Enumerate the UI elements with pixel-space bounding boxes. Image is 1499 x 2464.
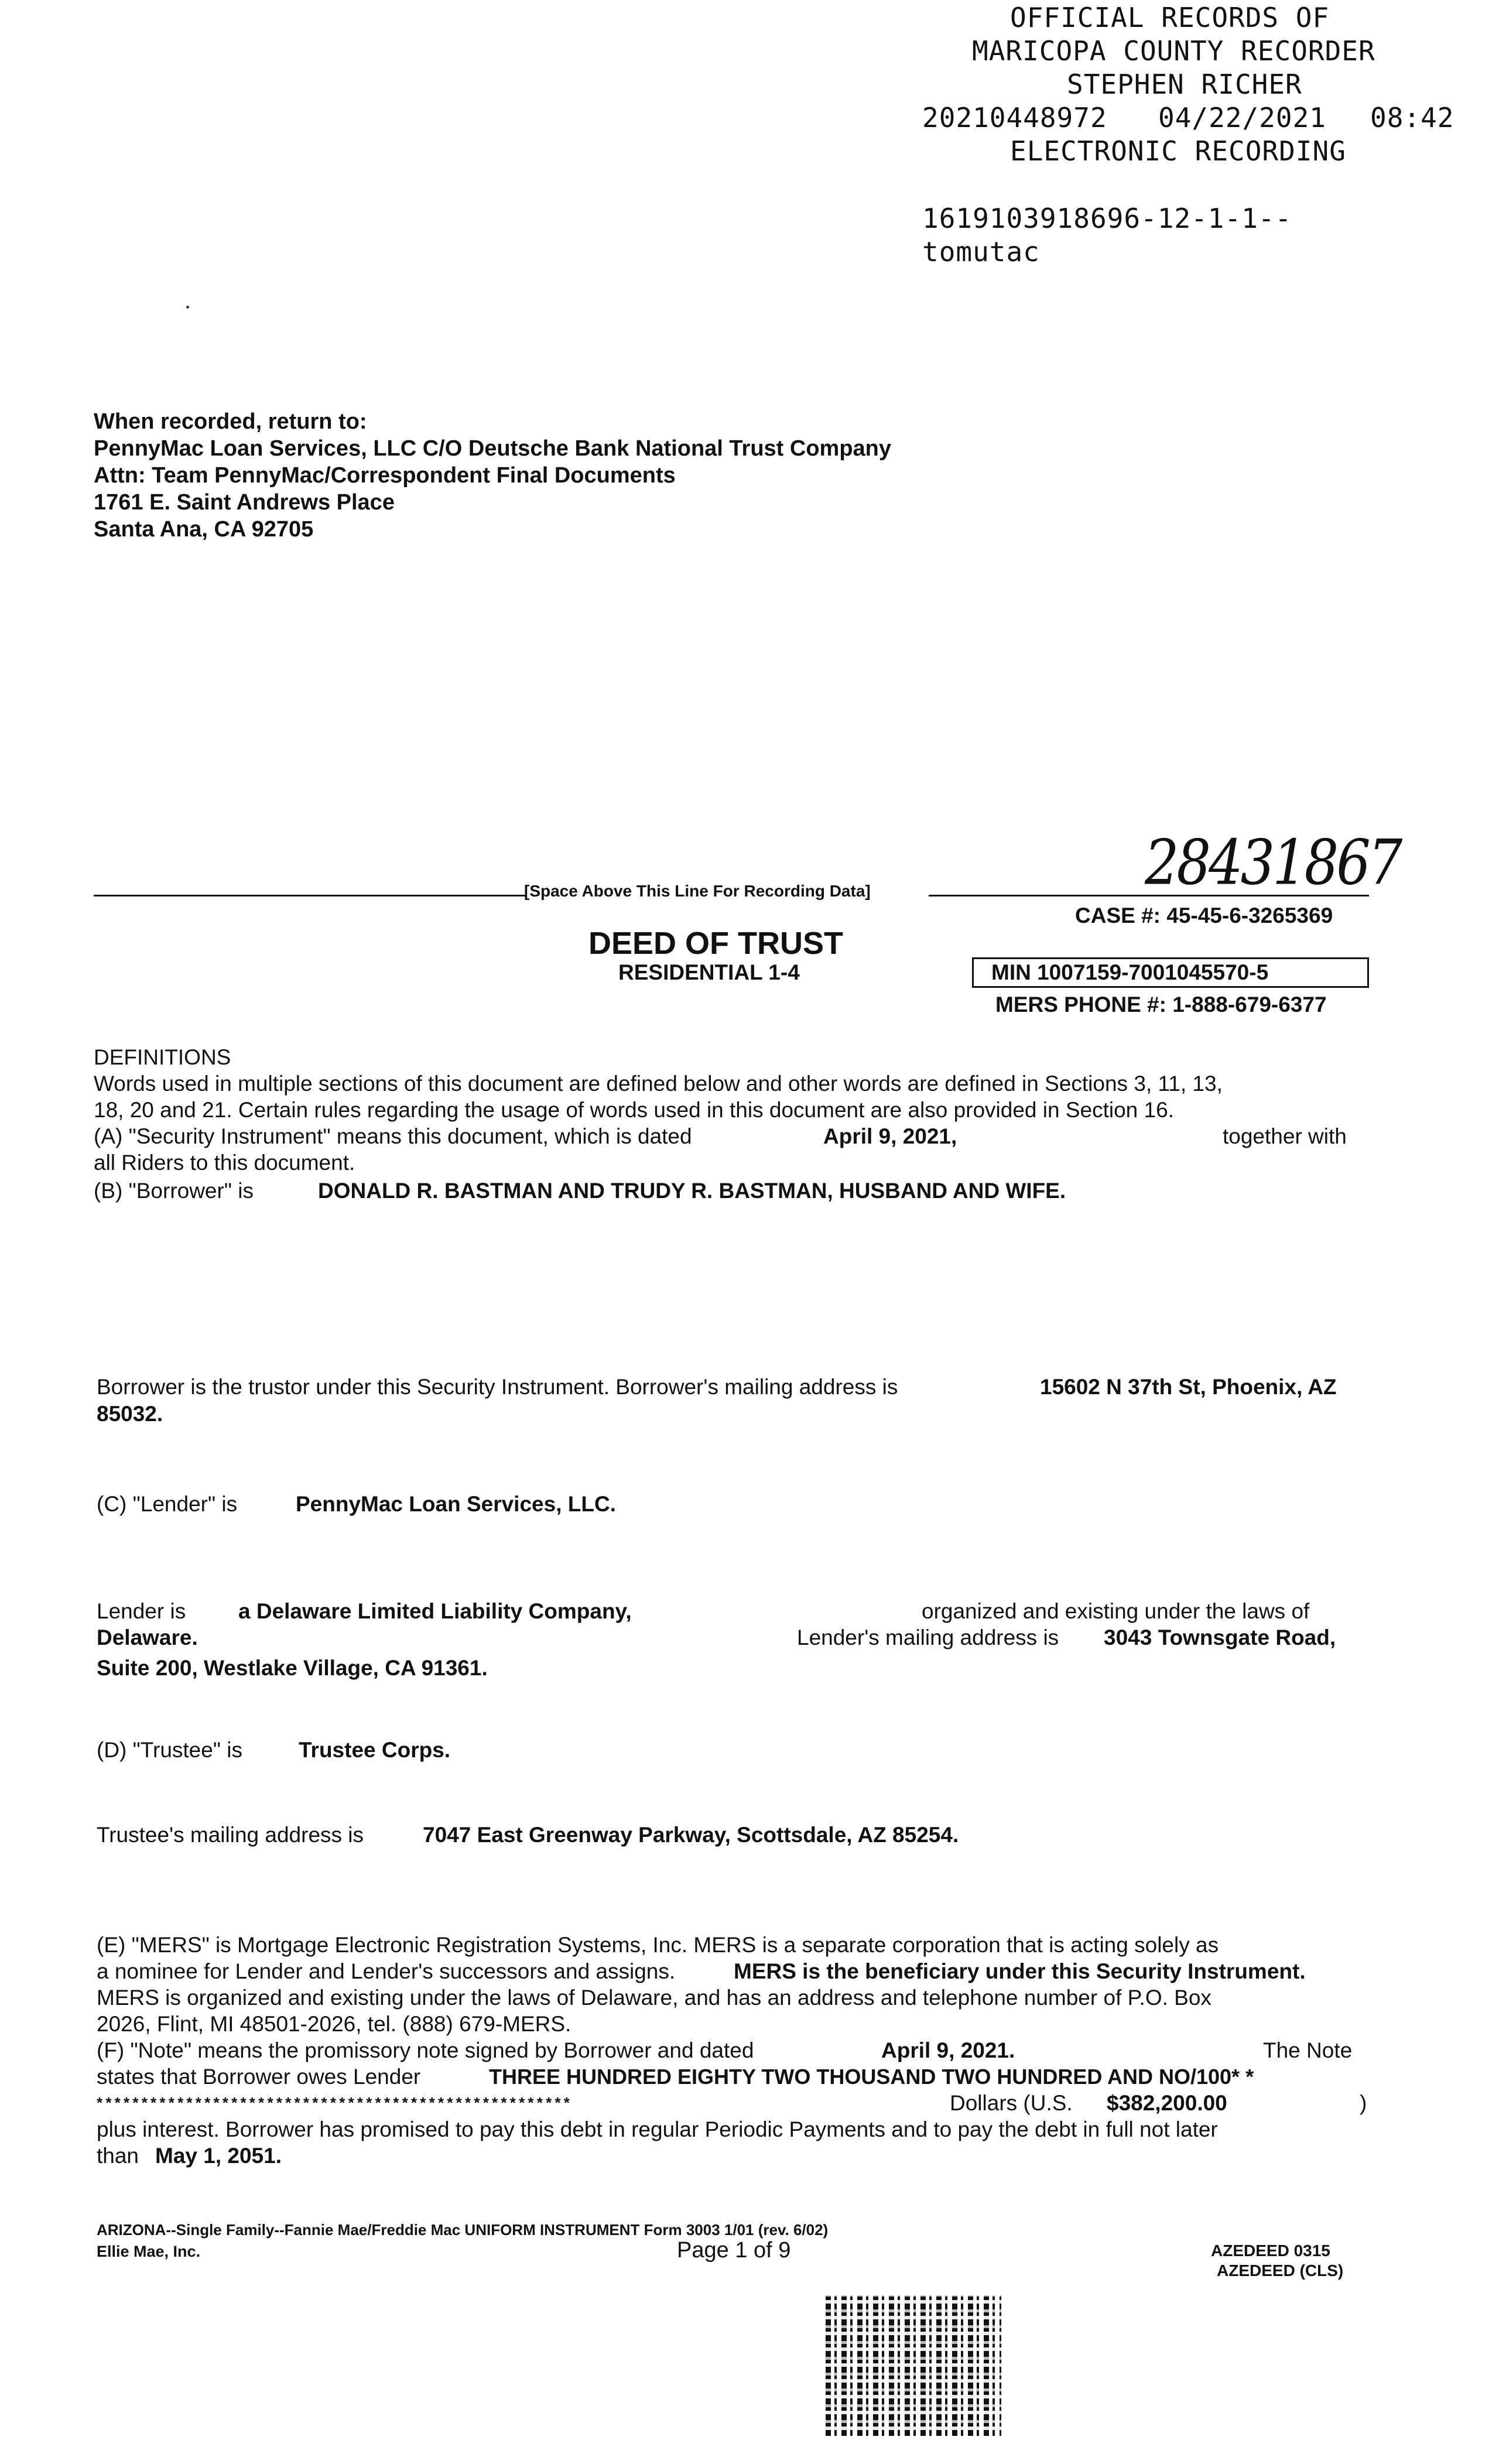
def-f-amount-words: THREE HUNDRED EIGHTY TWO THOUSAND TWO HUNDRED AND NO/100* * [489,2065,1254,2089]
return-to-line-3: 1761 E. Saint Andrews Place [94,490,395,515]
stray-mark [186,306,189,309]
return-to-label: When recorded, return to: [94,409,367,434]
trustor-text: Borrower is the trustor under this Security Instrument. Borrower's mailing address is [97,1375,898,1399]
space-above-label: [Space Above This Line For Recording Data] [524,882,871,900]
definitions-heading: DEFINITIONS [94,1045,231,1069]
def-f-label: (F) "Note" means the promissory note signed by Borrower and dated [97,2038,754,2062]
case-number: CASE #: 45-45-6-3265369 [1075,904,1333,928]
return-to-line-2: Attn: Team PennyMac/Correspondent Final Documents [94,463,676,488]
stamp-line-3: STEPHEN RICHER [1067,69,1302,100]
lender-address-1: 3043 Townsgate Road, [1104,1625,1336,1649]
min-box [972,957,1369,988]
handwritten-number: 28431867 [1145,826,1401,899]
lender-mail: Lender's mailing address is [797,1625,1059,1649]
def-b-label: (B) "Borrower" is [94,1179,254,1203]
footer-form-line: ARIZONA--Single Family--Fannie Mae/Freddie Mac UNIFORM INSTRUMENT Form 3003 1/01 (rev. 6/02) [97,2221,829,2239]
recording-date: 04/22/2021 [1158,102,1326,134]
borrower-address-2: 85032. [97,1402,163,1426]
def-a-tail: together with [1223,1124,1347,1148]
def-f-stars: * * * * * * * * * * * * * * * * * * * * * * * * * * * * * * * * * * * * * * * * * * * * * * * * * * * * * [97,2094,569,2111]
def-d-label: (D) "Trustee" is [97,1738,242,1762]
lender-org: organized and existing under the laws of [922,1599,1310,1623]
def-f-tail: The Note [1263,2038,1353,2062]
document-title: DEED OF TRUST [588,926,844,961]
def-e-line-2b: MERS is the beneficiary under this Security Instrument. [734,1959,1306,1983]
return-to-line-1: PennyMac Loan Services, LLC C/O Deutsche Bank National Trust Company [94,436,892,461]
def-a-line-2: all Riders to this document. [94,1151,355,1175]
def-b-value: DONALD R. BASTMAN AND TRUDY R. BASTMAN, HUSBAND AND WIFE. [318,1179,1066,1203]
trustee-mail: Trustee's mailing address is [97,1823,364,1847]
lender-state: Delaware. [97,1625,198,1649]
def-f-line-2: states that Borrower owes Lender [97,2065,421,2089]
recording-time: 08:42 [1370,102,1454,134]
return-to-line-4: Santa Ana, CA 92705 [94,517,314,542]
tracking-id: 1619103918696-12-1-1-- [922,203,1292,234]
recording-number: 20210448972 [922,102,1107,134]
def-e-line-1: (E) "MERS" is Mortgage Electronic Registration Systems, Inc. MERS is a separate corporation that is acting solely as [97,1933,1219,1957]
stamp-line-5: ELECTRONIC RECORDING [1010,135,1346,167]
def-f-amount: $382,200.00 [1107,2091,1227,2115]
trustee-address: 7047 East Greenway Parkway, Scottsdale, AZ 85254. [423,1823,959,1847]
def-c-value: PennyMac Loan Services, LLC. [296,1492,616,1516]
def-a-label: (A) "Security Instrument" means this document, which is dated [94,1124,692,1148]
footer-vendor: Ellie Mae, Inc. [97,2243,201,2260]
def-f-line-4: plus interest. Borrower has promised to pay this debt in regular Periodic Payments and to pay the debt in full not later [97,2117,1218,2141]
def-f-paren: ) [1360,2091,1367,2115]
document-subtitle: RESIDENTIAL 1-4 [618,960,800,984]
def-f-line-5a: than [97,2144,139,2168]
def-e-line-3: MERS is organized and existing under the laws of Delaware, and has an address and telephone number of P.O. Box [97,1986,1211,2010]
def-e-line-4: 2026, Flint, MI 48501-2026, tel. (888) 679-MERS. [97,2012,571,2036]
lender-type: a Delaware Limited Liability Company, [238,1599,632,1623]
def-d-value: Trustee Corps. [299,1738,451,1762]
recorder-user: tomutac [922,236,1040,268]
stamp-line-2: MARICOPA COUNTY RECORDER [972,35,1375,67]
mers-phone: MERS PHONE #: 1-888-679-6377 [995,993,1327,1017]
def-f-date: April 9, 2021. [881,2038,1015,2062]
lender-is: Lender is [97,1599,186,1623]
min-number: MIN 1007159-7001045570-5 [991,960,1269,984]
recording-line-left [94,895,527,896]
document-barcode [826,2295,1001,2436]
footer-code-1: AZEDEED 0315 [1211,2241,1330,2260]
def-f-dollars: Dollars (U.S. [950,2091,1073,2115]
definitions-intro-1: Words used in multiple sections of this document are defined below and other words are defined in Sections 3, 11, 13, [94,1072,1223,1096]
footer-code-2: AZEDEED (CLS) [1217,2261,1344,2280]
def-f-line-5b: May 1, 2051. [155,2144,282,2168]
def-a-date: April 9, 2021, [823,1124,957,1148]
def-e-line-2a: a nominee for Lender and Lender's successors and assigns. [97,1959,676,1983]
def-c-label: (C) "Lender" is [97,1492,238,1516]
definitions-intro-2: 18, 20 and 21. Certain rules regarding the usage of words used in this document are also provided in Section 16. [94,1098,1174,1122]
borrower-address-1: 15602 N 37th St, Phoenix, AZ [1040,1375,1337,1399]
lender-address-2: Suite 200, Westlake Village, CA 91361. [97,1656,488,1680]
stamp-line-1: OFFICIAL RECORDS OF [1010,2,1330,33]
footer-page-number: Page 1 of 9 [677,2238,791,2263]
